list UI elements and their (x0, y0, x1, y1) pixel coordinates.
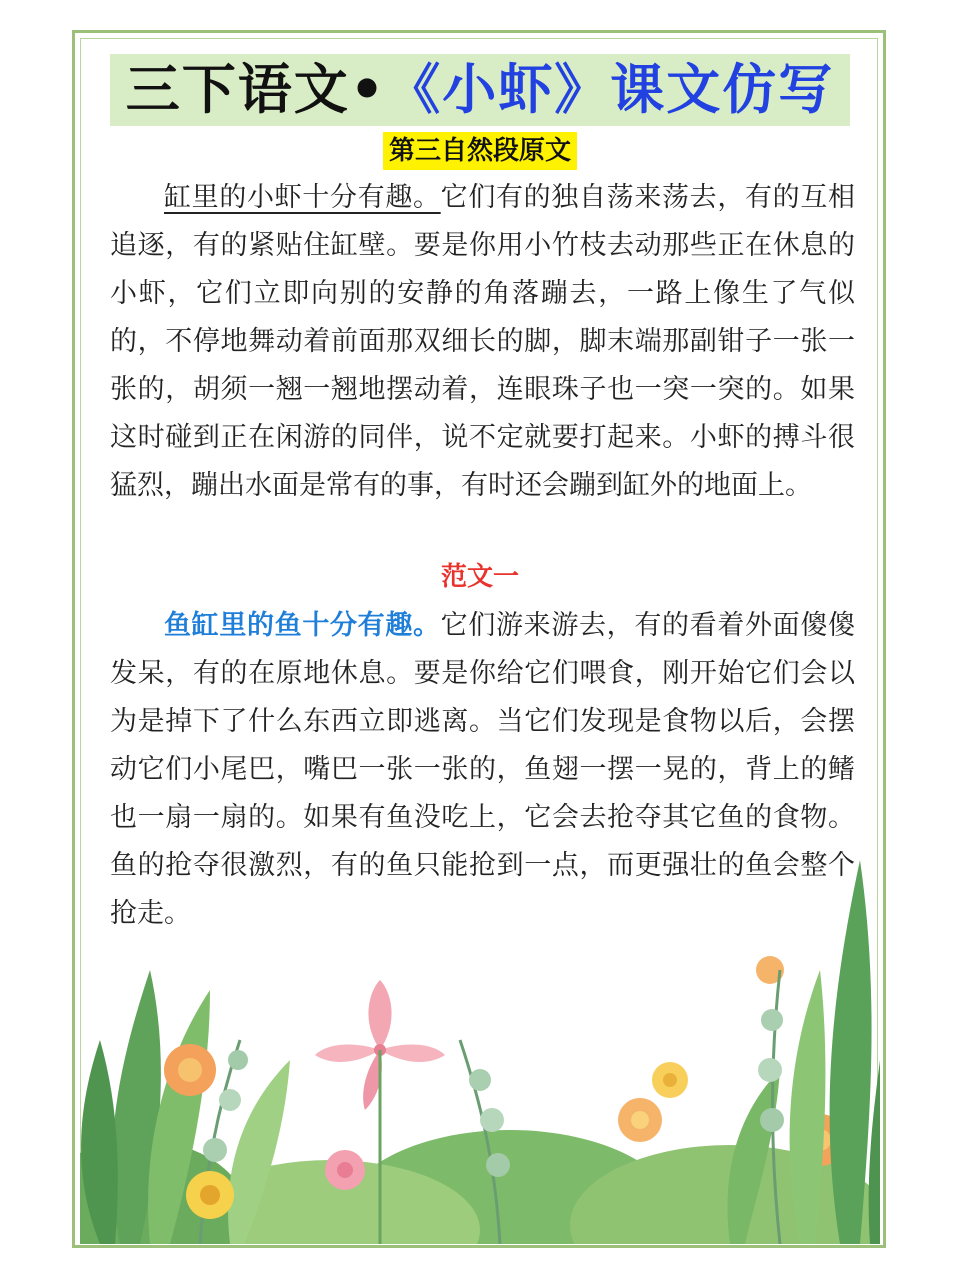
round-leaf (469, 1069, 491, 1091)
title-banner (110, 54, 850, 126)
original-body: 它们有的独自荡来荡去，有的互相追逐，有的紧贴住缸壁。要是你用小竹枝去动那些正在休息的小虾，它们立即向别的安静的角落蹦去，一路上像生了气似的，不停地舞动着前面那双细长的脚，脚末端那副钳子一张一张的，胡须一翘一翘地摆动着，连眼珠子也一突一突的。如果这时碰到正在闲游的同伴，说不定就要打起来。小虾的搏斗很猛烈，蹦出水面是常有的事，有时还会蹦到缸外的地面上。 (110, 182, 856, 501)
title-prefix: 三下语文• (125, 58, 387, 121)
title-highlight: 《小虾》课文仿写 (386, 58, 835, 121)
page-title (125, 58, 835, 121)
yellow-daisy-flower (186, 1171, 234, 1219)
round-leaf (760, 1108, 784, 1132)
orange-flower (164, 1044, 216, 1096)
sample-body: 它们游来游去，有的看着外面傻傻发呆，有的在原地休息。要是你给它们喂食，刚开始它们会以为是掉下了什么东西立即逃离。当它们发现是食物以后，会摆动它们小尾巴，嘴巴一张一张的，鱼翅一摆一晃的，背上的鳍也一扇一扇的。如果有鱼没吃上，它会去抢夺其它鱼的食物。鱼的抢夺很激烈，有的鱼只能抢到一点，而更强壮的鱼会整个抢走。 (110, 610, 856, 929)
sample-lead-sentence: 鱼缸里的鱼十分有趣。 (164, 610, 441, 641)
yellow-flower (652, 1062, 688, 1098)
orange-flower (618, 1098, 662, 1142)
round-leaf (480, 1108, 504, 1132)
pink-flower (325, 1150, 365, 1190)
round-leaf (219, 1089, 241, 1111)
original-lead-sentence: 缸里的小虾十分有趣。 (164, 182, 441, 213)
section1-heading: 第三自然段原文 (383, 132, 577, 170)
section2-heading: 范文一 (440, 562, 519, 592)
round-leaf (758, 1058, 782, 1082)
round-leaf (228, 1050, 248, 1070)
plants-flowers-illustration (80, 820, 880, 1244)
round-leaf (761, 1009, 783, 1031)
round-leaf (486, 1153, 510, 1177)
round-leaf (203, 1138, 227, 1162)
original-paragraph (110, 174, 855, 510)
section1-heading-wrap (0, 132, 960, 170)
